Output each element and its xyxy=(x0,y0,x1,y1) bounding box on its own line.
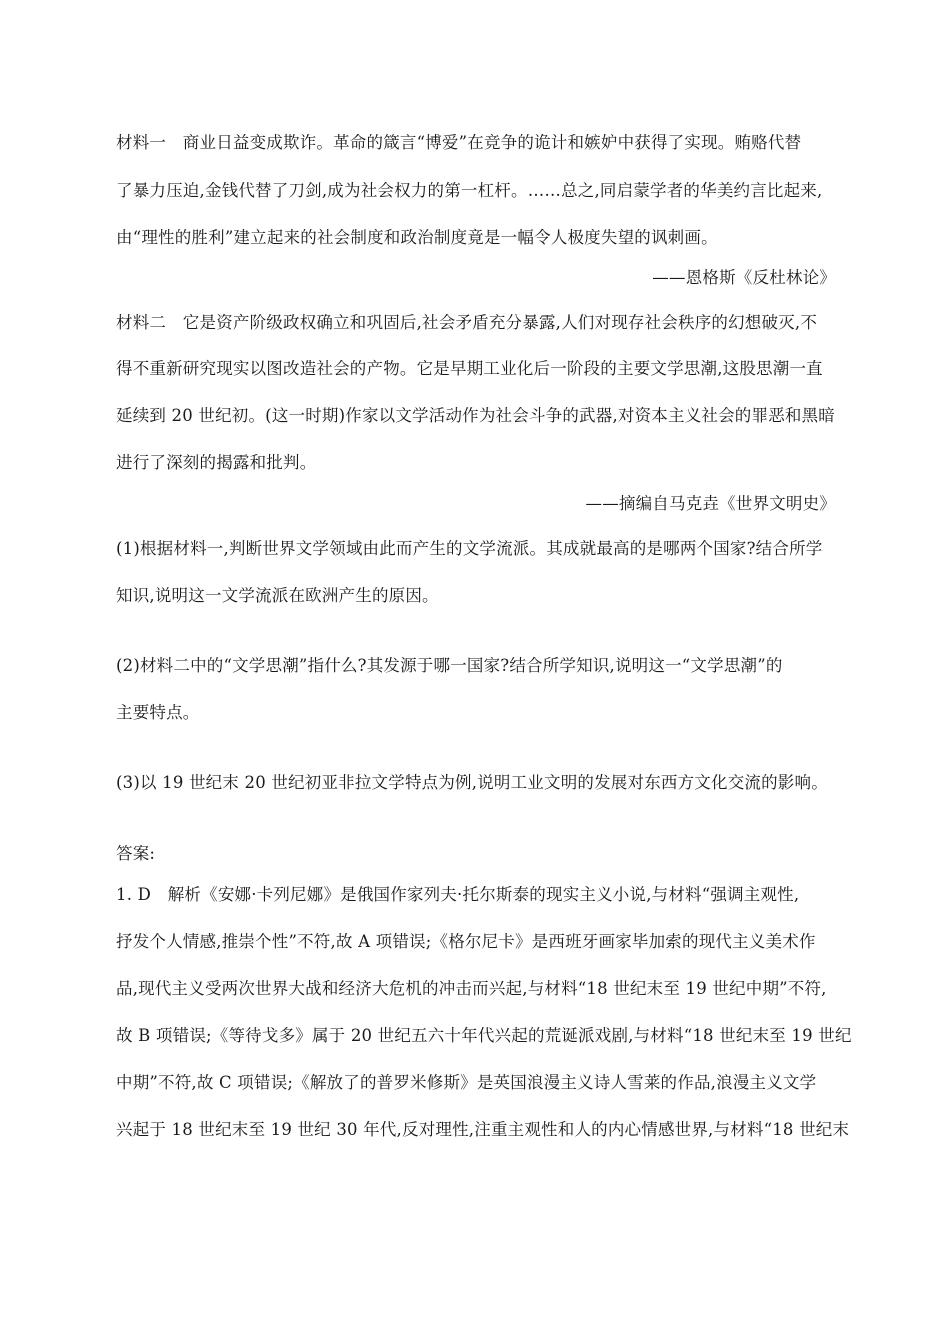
answer-line: 品,现代主义受两次世界大战和经济大危机的冲击而兴起,与材料“18 世纪末至 19 世纪中期”不符, xyxy=(116,979,827,998)
answer-line: 1. D 解析《安娜·卡列尼娜》是俄国作家列夫·托尔斯泰的现实主义小说,与材料“强调主观性, xyxy=(116,885,800,904)
material-two-line: 进行了深刻的揭露和批判。 xyxy=(116,453,317,472)
question-3-line: (3)以 19 世纪末 20 世纪初亚非拉文学特点为例,说明工业文明的发展对东西方文化交流的影响。 xyxy=(116,773,828,792)
answer-line: 故 B 项错误;《等待戈多》属于 20 世纪五六十年代兴起的荒诞派戏剧,与材料“18 世纪末至 19 世纪 xyxy=(116,1026,852,1045)
question-1-line: (1)根据材料一,判断世界文学领域由此而产生的文学流派。其成就最高的是哪两个国家?结合所学 xyxy=(116,539,823,558)
answer-heading: 答案: xyxy=(116,844,156,863)
question-2-line: 主要特点。 xyxy=(116,703,200,722)
material-two-source: ——摘编自马克垚《世界文明史》 xyxy=(585,494,836,513)
material-one-line: 由“理性的胜利”建立起来的社会制度和政治制度竟是一幅令人极度失望的讽刺画。 xyxy=(116,228,718,247)
question-2-line: (2)材料二中的“文学思潮”指什么?其发源于哪一国家?结合所学知识,说明这一“文学思潮”的 xyxy=(116,656,783,675)
material-two-line: 材料二 它是资产阶级政权确立和巩固后,社会矛盾充分暴露,人们对现存社会秩序的幻想破灭,不 xyxy=(116,313,818,332)
answer-line: 中期”不符,故 C 项错误;《解放了的普罗米修斯》是英国浪漫主义诗人雪莱的作品,浪漫主义文学 xyxy=(116,1073,817,1092)
answer-line: 抒发个人情感,推崇个性”不符,故 A 项错误;《格尔尼卡》是西班牙画家毕加索的现代主义美术作 xyxy=(116,932,816,951)
material-one-line: 材料一 商业日益变成欺诈。革命的箴言“博爱”在竞争的诡计和嫉妒中获得了实现。贿赂代替 xyxy=(116,133,802,152)
material-two-line: 得不重新研究现实以图改造社会的产物。它是早期工业化后一阶段的主要文学思潮,这股思潮一直 xyxy=(116,359,823,378)
material-one-source: ——恩格斯《反杜林论》 xyxy=(652,268,836,287)
question-1-line: 知识,说明这一文学流派在欧洲产生的原因。 xyxy=(116,586,439,605)
answer-line: 兴起于 18 世纪末至 19 世纪 30 年代,反对理性,注重主观性和人的内心情感世界,与材料“18 世纪末 xyxy=(116,1120,850,1139)
material-one-line: 了暴力压迫,金钱代替了刀剑,成为社会权力的第一杠杆。……总之,同启蒙学者的华美约言比起来, xyxy=(116,181,823,200)
material-two-line: 延续到 20 世纪初。(这一时期)作家以文学活动作为社会斗争的武器,对资本主义社会的罪恶和黑暗 xyxy=(116,406,836,425)
